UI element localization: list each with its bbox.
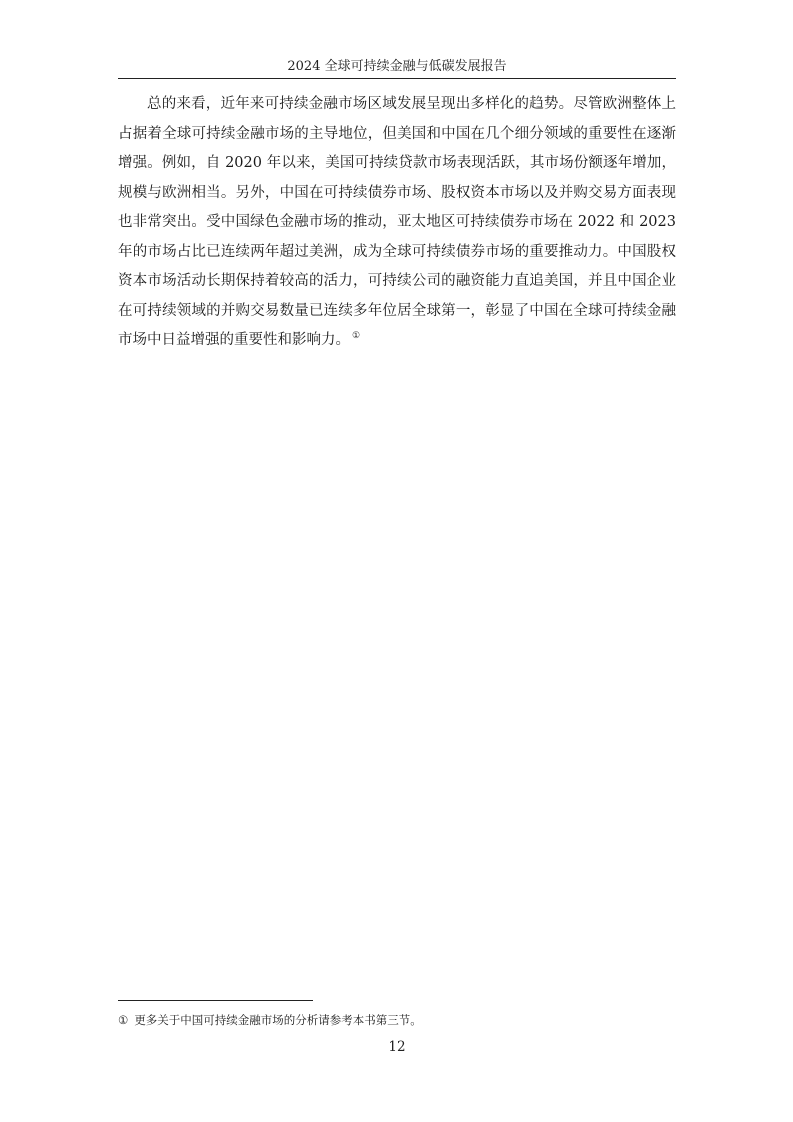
page-number: 12 xyxy=(388,1039,406,1055)
footnote-text: 更多关于中国可持续金融市场的分析请参考本书第三节。 xyxy=(134,1013,422,1027)
footnote xyxy=(118,1012,676,1028)
footnote-rule xyxy=(118,1000,313,1001)
header-rule xyxy=(118,78,676,79)
body-paragraph xyxy=(118,90,676,356)
footnote-mark: ① xyxy=(118,1013,129,1027)
body-paragraph-text: 总的来看，近年来可持续金融市场区域发展呈现出多样化的趋势。尽管欧洲整体上占据着全球可持续金融市场的主导地位，但美国和中国在几个细分领域的重要性在逐渐增强。例如，自 2020 年以来，美国可持续贷款市场表现活跃，其市场份额逐年增加，规模与欧洲相当。另外，中国在可持续债券市场、股权资本市场以及并购交易方面表现也非常突出。受中国绿色金融市场的推动，亚太地区可持续债券市场在 2022 和 2023 年的市场占比已连续两年超过美洲，成为全球可持续债券市场的重要推动力。中国股权资本市场活动长期保持着较高的活力，可持续公司的融资能力直追美国，并且中国企业在可持续领域的并购交易数量已连续多年位居全球第一，彰显了中国在全球可持续金融市场中日益增强的重要性和影响力。 xyxy=(118,96,676,348)
running-header: 2024 全球可持续金融与低碳发展报告 xyxy=(287,59,507,74)
footnote-reference[interactable]: ① xyxy=(352,331,361,341)
